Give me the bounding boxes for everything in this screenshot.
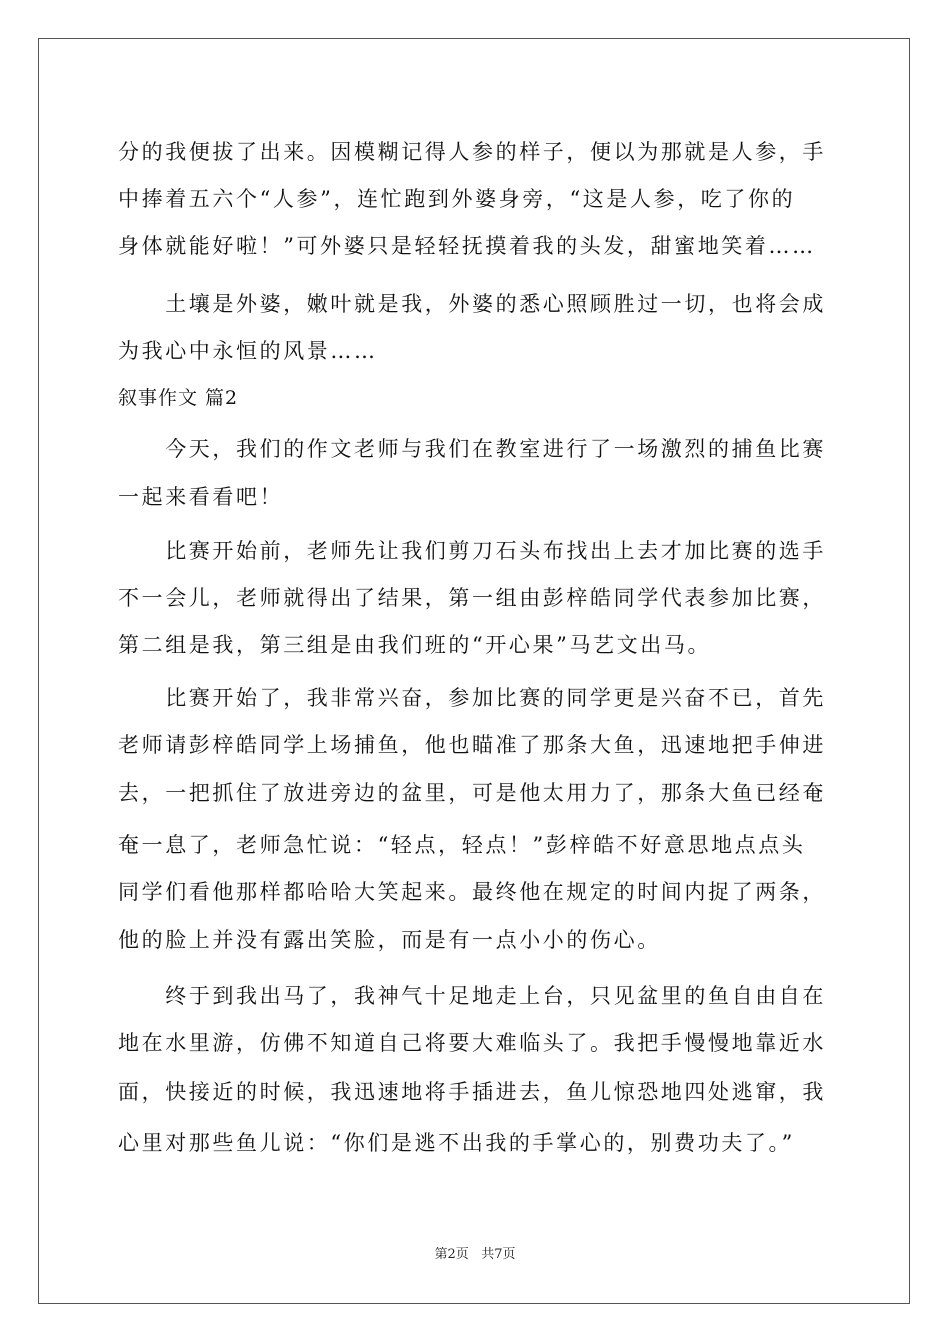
text-line: 第二组是我，第三组是由我们班的“开心果”马艺文出马。	[118, 633, 712, 657]
text-line: 同学们看他那样都哈哈大笑起来。最终他在规定的时间内捉了两条，	[118, 880, 826, 904]
text-line: 去，一把抓住了放进旁边的盆里，可是他太用力了，那条大鱼已经奄	[118, 781, 826, 805]
text-line: 地在水里游，仿佛不知道自己将要大难临头了。我把手慢慢地靠近水	[118, 1031, 826, 1055]
text-line: 奄一息了，老师急忙说：“轻点，轻点！”彭梓皓不好意思地点点头	[118, 833, 806, 857]
text-line: 终于到我出马了，我神气十足地走上台，只见盆里的鱼自由自在	[118, 984, 826, 1008]
text-line: 今天，我们的作文老师与我们在教室进行了一场激烈的捕鱼比赛	[118, 437, 826, 461]
page-border	[38, 38, 910, 1304]
text-line: 他的脸上并没有露出笑脸，而是有一点小小的伤心。	[118, 928, 661, 952]
page-number: 第2页	[434, 1247, 469, 1262]
text-line: 为我心中永恒的风景……	[118, 339, 378, 363]
text-line: 身体就能好啦！”可外婆只是轻轻抚摸着我的头发，甜蜜地笑着……	[118, 234, 816, 258]
text-line: 比赛开始了，我非常兴奋，参加比赛的同学更是兴奋不已，首先	[118, 686, 826, 710]
page-total: 共7页	[481, 1247, 516, 1262]
text-line: 心里对那些鱼儿说：“你们是逃不出我的手掌心的，别费功夫了。”	[118, 1131, 795, 1155]
text-line: 面，快接近的时候，我迅速地将手插进去，鱼儿惊恐地四处逃窜，我	[118, 1080, 826, 1104]
section-heading: 叙事作文 篇2	[118, 387, 239, 409]
text-line: 土壤是外婆，嫩叶就是我，外婆的悉心照顾胜过一切，也将会成	[118, 292, 826, 316]
text-line: 不一会儿，老师就得出了结果，第一组由彭梓皓同学代表参加比赛，	[118, 586, 826, 610]
text-line: 比赛开始前，老师先让我们剪刀石头布找出上去才加比赛的选手	[118, 539, 826, 563]
text-line: 老师请彭梓皓同学上场捕鱼，他也瞄准了那条大鱼，迅速地把手伸进	[118, 733, 826, 757]
text-line: 分的我便拔了出来。因模糊记得人参的样子，便以为那就是人参，手	[118, 140, 826, 164]
page-footer	[0, 1247, 950, 1263]
text-line: 一起来看看吧！	[118, 485, 284, 509]
text-line: 中捧着五六个“人参”，连忙跑到外婆身旁，“这是人参，吃了你的	[118, 187, 796, 211]
